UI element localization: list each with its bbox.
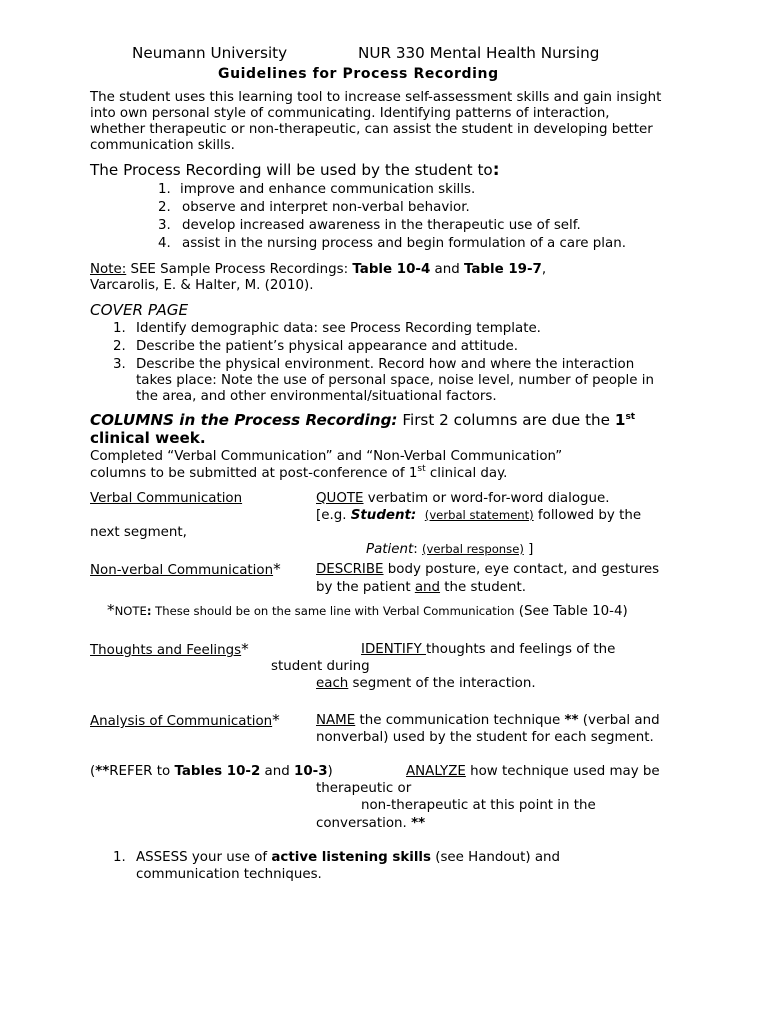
columns-submitted-post: clinical day. — [425, 466, 508, 481]
nonverbal-describe-text: body posture, eye contact, and gestures — [383, 562, 660, 577]
purpose-item-num: 3. — [158, 218, 171, 233]
note-comma: , — [541, 262, 547, 277]
columns-submitted-st: st — [417, 463, 426, 474]
note-line — [90, 261, 546, 279]
nonverbal-describe: DESCRIBE — [316, 562, 384, 577]
course-title: NUR 330 Mental Health Nursing — [358, 44, 600, 62]
cover-item-text: Describe the physical environment. Record how and where the interaction — [136, 357, 635, 372]
thoughts-student-during: student during — [271, 659, 370, 674]
thoughts-identify-text: thoughts and feelings of the — [426, 642, 616, 657]
nonverbal-line2 — [316, 579, 526, 597]
analysis-analyze: ANALYZE — [406, 764, 466, 779]
purpose-item-text: assist in the nursing process and begin formulation of a care plan. — [182, 236, 626, 251]
purpose-item-num: 1. — [158, 182, 171, 197]
verbal-eg-open: [e.g. — [316, 508, 351, 523]
thoughts-each: each — [316, 676, 349, 691]
columns-submitted — [90, 465, 507, 483]
assess-num: 1. — [113, 850, 126, 865]
assess-pre: ASSESS your use of — [136, 850, 272, 865]
nonverbal-note-ref: (See Table 10-4) — [514, 604, 628, 619]
thoughts-identify-line — [361, 641, 615, 659]
school-name: Neumann University — [132, 44, 288, 62]
thoughts-label-line — [90, 641, 249, 660]
nonverbal-note-colon: : — [146, 604, 152, 618]
verbal-response: (verbal response) — [422, 542, 524, 556]
note-and: and — [430, 262, 464, 277]
verbal-label: Verbal Communication — [90, 491, 243, 506]
nonverbal-note-text: These should be on the same line with Verbal Communication — [151, 604, 515, 618]
thoughts-each-line — [316, 675, 536, 693]
intro-line: into own personal style of communicating. Identifying patterns of interaction, — [90, 106, 610, 121]
analysis-analyze-text: how technique used may be — [465, 764, 660, 779]
assess-line2: communication techniques. — [136, 867, 322, 882]
verbal-statement: (verbal statement) — [424, 508, 534, 522]
analysis-table-b: 10-3 — [294, 764, 328, 779]
analysis-line2: nonverbal) used by the student for each segment. — [316, 730, 654, 745]
cover-item-text: takes place: Note the use of personal space, noise level, number of people in — [136, 373, 654, 388]
nonverbal-note-label: NOTE — [114, 604, 147, 618]
thoughts-identify: IDENTIFY — [361, 642, 427, 657]
assess-bold: active listening skills — [271, 850, 431, 865]
columns-clinical-week: clinical week. — [90, 429, 206, 447]
thoughts-label: Thoughts and Feelings — [90, 643, 242, 658]
nonverbal-label: Non-verbal Communication — [90, 563, 274, 578]
verbal-close-bracket: ] — [523, 542, 534, 557]
verbal-quote-line — [316, 490, 610, 508]
analysis-tables: Tables 10-2 — [174, 764, 261, 779]
nonverbal-star: * — [273, 560, 281, 578]
note-label: Note: — [90, 262, 127, 277]
nonverbal-describe-line — [316, 561, 659, 579]
verbal-quote: QUOTE — [316, 491, 364, 506]
columns-submitted-pre: columns to be submitted at post-conference of 1 — [90, 466, 418, 481]
purpose-heading-colon: : — [492, 160, 500, 180]
nonverbal-line2-post: the student. — [440, 580, 526, 595]
nonverbal-note-star: * — [107, 601, 115, 619]
analysis-refer-and: and — [260, 764, 295, 779]
analysis-label-line — [90, 712, 280, 731]
note-table-b: Table 19-7 — [463, 262, 542, 277]
assess-line — [136, 849, 560, 867]
nonverbal-label-line — [90, 561, 281, 580]
analysis-therapeutic-or: therapeutic or — [316, 781, 412, 796]
cover-item-text: the area, and other environmental/situational factors. — [136, 389, 497, 404]
analysis-refer-stars: ** — [95, 764, 110, 779]
cover-item-num: 1. — [113, 321, 126, 336]
verbal-eg-line — [316, 507, 641, 525]
nonverbal-line2-pre: by the patient — [316, 580, 415, 595]
verbal-patient-colon: : — [413, 542, 423, 557]
verbal-patient: Patient — [366, 542, 414, 557]
purpose-item-text: improve and enhance communication skills. — [180, 182, 476, 197]
analysis-name-line — [316, 712, 660, 730]
verbal-followed: followed by the — [533, 508, 642, 523]
analysis-name-text2: (verbal and — [578, 713, 660, 728]
columns-heading-line — [90, 412, 635, 431]
verbal-quote-text: verbatim or word-for-word dialogue. — [363, 491, 610, 506]
analysis-conversation: conversation. — [316, 816, 412, 831]
analysis-star: * — [272, 711, 280, 729]
purpose-item-text: observe and interpret non-verbal behavior. — [182, 200, 470, 215]
purpose-item-text: develop increased awareness in the therapeutic use of self. — [182, 218, 581, 233]
analysis-end-stars: ** — [411, 816, 426, 831]
columns-completed: Completed “Verbal Communication” and “Non-Verbal Communication” — [90, 449, 563, 464]
columns-first-two: First 2 columns are due the — [397, 411, 615, 429]
thoughts-segment-text: segment of the interaction. — [348, 676, 536, 691]
nonverbal-note — [107, 602, 628, 621]
columns-first-num: 1 — [614, 411, 626, 429]
analysis-refer-line — [90, 763, 333, 781]
purpose-item-num: 2. — [158, 200, 171, 215]
analysis-nontherapeutic: non-therapeutic at this point in the — [361, 798, 596, 813]
purpose-item-num: 4. — [158, 236, 171, 251]
document-title: Guidelines for Process Recording — [218, 66, 499, 82]
thoughts-star: * — [241, 640, 249, 658]
cover-item-num: 3. — [113, 357, 126, 372]
columns-heading: COLUMNS in the Process Recording: — [90, 411, 398, 429]
purpose-heading-text: The Process Recording will be used by the student to — [90, 161, 493, 179]
nonverbal-and: and — [414, 580, 441, 595]
analysis-refer-open: ( — [90, 764, 96, 779]
analysis-refer-close: ) — [327, 764, 333, 779]
analysis-stars: ** — [564, 713, 579, 728]
cover-heading: COVER PAGE — [90, 301, 189, 319]
verbal-next-segment: next segment, — [90, 525, 187, 540]
cover-item-text: Describe the patient’s physical appearance and attitude. — [136, 339, 518, 354]
cover-item-num: 2. — [113, 339, 126, 354]
analysis-name: NAME — [316, 713, 356, 728]
verbal-patient-line — [366, 541, 533, 559]
intro-line: The student uses this learning tool to increase self-assessment skills and gain insight — [90, 90, 662, 105]
analysis-label: Analysis of Communication — [90, 714, 273, 729]
cover-item-text: Identify demographic data: see Process Recording template. — [136, 321, 541, 336]
purpose-heading — [90, 162, 500, 180]
analysis-refer-text: REFER to — [109, 764, 175, 779]
columns-st: st — [625, 411, 636, 422]
verbal-student: Student: — [350, 508, 417, 523]
intro-line: whether therapeutic or non-therapeutic, can assist the student in developing better — [90, 122, 653, 137]
intro-line: communication skills. — [90, 138, 235, 153]
note-citation: Varcarolis, E. & Halter, M. (2010). — [90, 278, 314, 293]
note-text: SEE Sample Process Recordings: — [126, 262, 353, 277]
assess-post: (see Handout) and — [430, 850, 561, 865]
analysis-analyze-line — [406, 763, 660, 781]
note-table-a: Table 10-4 — [352, 262, 431, 277]
analysis-conversation-line — [316, 815, 425, 833]
analysis-name-text: the communication technique — [355, 713, 565, 728]
